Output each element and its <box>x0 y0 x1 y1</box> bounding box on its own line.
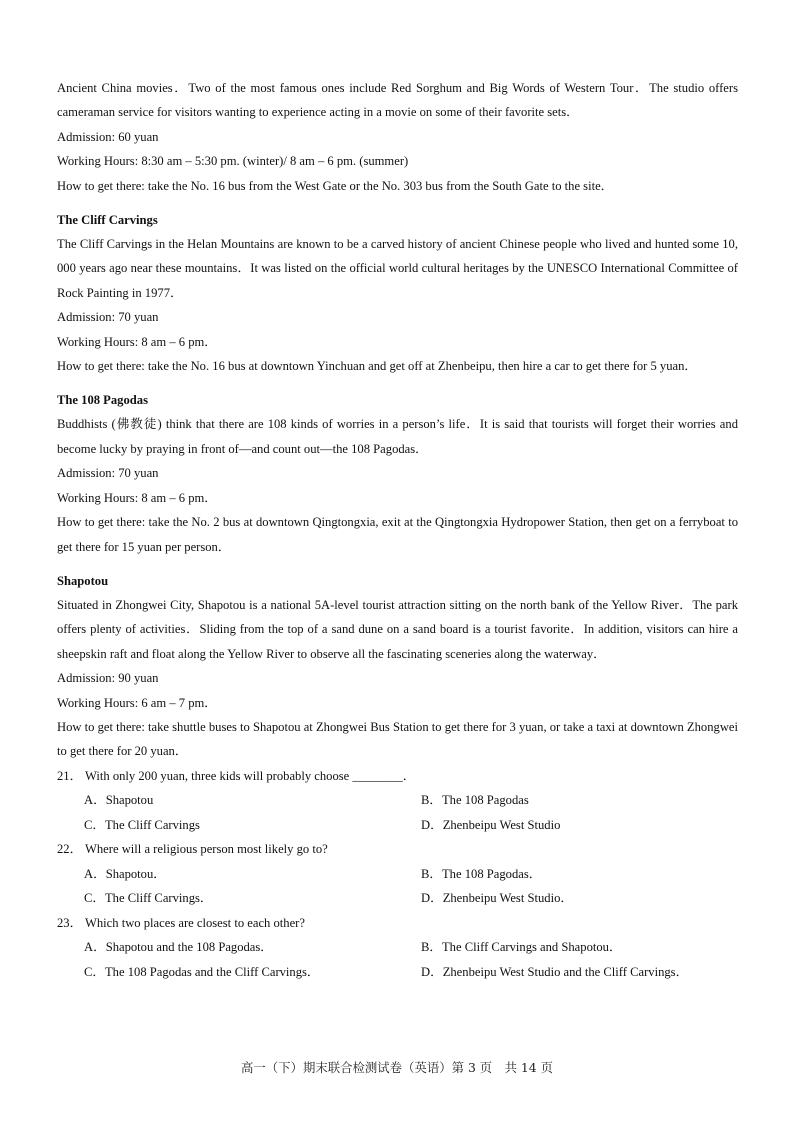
pagodas-hours: Working Hours: 8 am – 6 pm． <box>57 490 217 505</box>
pagodas-paragraph: Buddhists (佛教徒) think that there are 108 kinds of worries in a person’s life．It is said that tourists will forget their worries and become lucky by praying in front of—and count out—the 108 Pagodas． <box>57 417 738 456</box>
option-b: B．The Cliff Carvings and Shapotou． <box>421 940 622 955</box>
cliff-paragraph: The Cliff Carvings in the Helan Mountains are known to be a carved history of ancient Chinese people who lived and hunted some 10, 000 years ago near these mountains．It was listed on the official world cultural heritages by the UNESCO International Committee of Rock Painting in 1977． <box>57 237 738 300</box>
option-c: C．The Cliff Carvings <box>84 817 200 832</box>
shapotou-directions: How to get there: take shuttle buses to Shapotou at Zhongwei Bus Station to get there for 3 yuan, or take a taxi at downtown Zhongwei to get there for 20 yuan． <box>57 719 738 759</box>
shapotou-admission: Admission: 90 yuan <box>57 671 159 686</box>
question-stem: With only 200 yuan, three kids will probably choose ________． <box>85 768 416 783</box>
cliff-directions: How to get there: take the No. 16 bus at downtown Yinchuan and get off at Zhenbeipu, then hire a car to get there for 5 yuan． <box>57 359 697 374</box>
question-number: 22． <box>57 842 83 857</box>
option-b: B．The 108 Pagodas <box>421 793 529 808</box>
option-d: D．Zhenbeipu West Studio and the Cliff Carvings． <box>421 964 689 979</box>
pagodas-directions: How to get there: take the No. 2 bus at downtown Qingtongxia, exit at the Qingtongxia Hydropower Station, then get on a ferryboat to get there for 15 yuan per person． <box>57 515 738 554</box>
shapotou-heading: Shapotou <box>57 573 109 588</box>
intro-paragraph: Ancient China movies．Two of the most famous ones include Red Sorghum and Big Words of Western Tour．The studio offers cameraman service for visitors wanting to experience acting in a movie on some of their favorite sets． <box>57 81 738 120</box>
cliff-heading: The Cliff Carvings <box>57 213 158 228</box>
document-body <box>57 76 738 985</box>
intro-hours: Working Hours: 8:30 am – 5:30 pm. (winter)/ 8 am – 6 pm. (summer) <box>57 154 409 169</box>
cliff-admission: Admission: 70 yuan <box>57 310 159 325</box>
option-d: D．Zhenbeipu West Studio． <box>421 891 573 906</box>
shapotou-hours: Working Hours: 6 am – 7 pm． <box>57 695 217 710</box>
cliff-hours: Working Hours: 8 am – 6 pm． <box>57 334 217 349</box>
question-stem: Where will a religious person most likely go to? <box>85 842 328 857</box>
option-c: C．The Cliff Carvings． <box>84 891 213 906</box>
question-stem: Which two places are closest to each other? <box>85 915 305 930</box>
question-number: 21． <box>57 768 83 783</box>
option-a: A．Shapotou <box>84 793 154 808</box>
intro-directions: How to get there: take the No. 16 bus from the West Gate or the No. 303 bus from the South Gate to the site． <box>57 178 614 193</box>
option-a: A．Shapotou． <box>84 866 166 881</box>
question-23 <box>57 911 738 985</box>
question-number: 23． <box>57 915 83 930</box>
option-a: A．Shapotou and the 108 Pagodas． <box>84 940 273 955</box>
question-22 <box>57 837 738 911</box>
option-c: C．The 108 Pagodas and the Cliff Carvings． <box>84 964 320 979</box>
option-b: B．The 108 Pagodas． <box>421 866 542 881</box>
intro-admission: Admission: 60 yuan <box>57 129 159 144</box>
option-d: D．Zhenbeipu West Studio <box>421 817 561 832</box>
question-21 <box>57 764 738 838</box>
pagodas-admission: Admission: 70 yuan <box>57 466 159 481</box>
page-footer: 高一（下）期末联合检测试卷（英语）第 3 页 共 14 页 <box>241 1060 553 1075</box>
shapotou-paragraph: Situated in Zhongwei City, Shapotou is a national 5A-level tourist attraction sitting on the north bank of the Yellow River．The park offers plenty of activities．Sliding from the top of a sand dune on a sand board is a tourist favorite．In addition, visitors can hire a sheepskin raft and float along the Yellow River to observe all the fascinating sceneries along the waterway． <box>57 597 738 661</box>
pagodas-heading: The 108 Pagodas <box>57 393 148 408</box>
